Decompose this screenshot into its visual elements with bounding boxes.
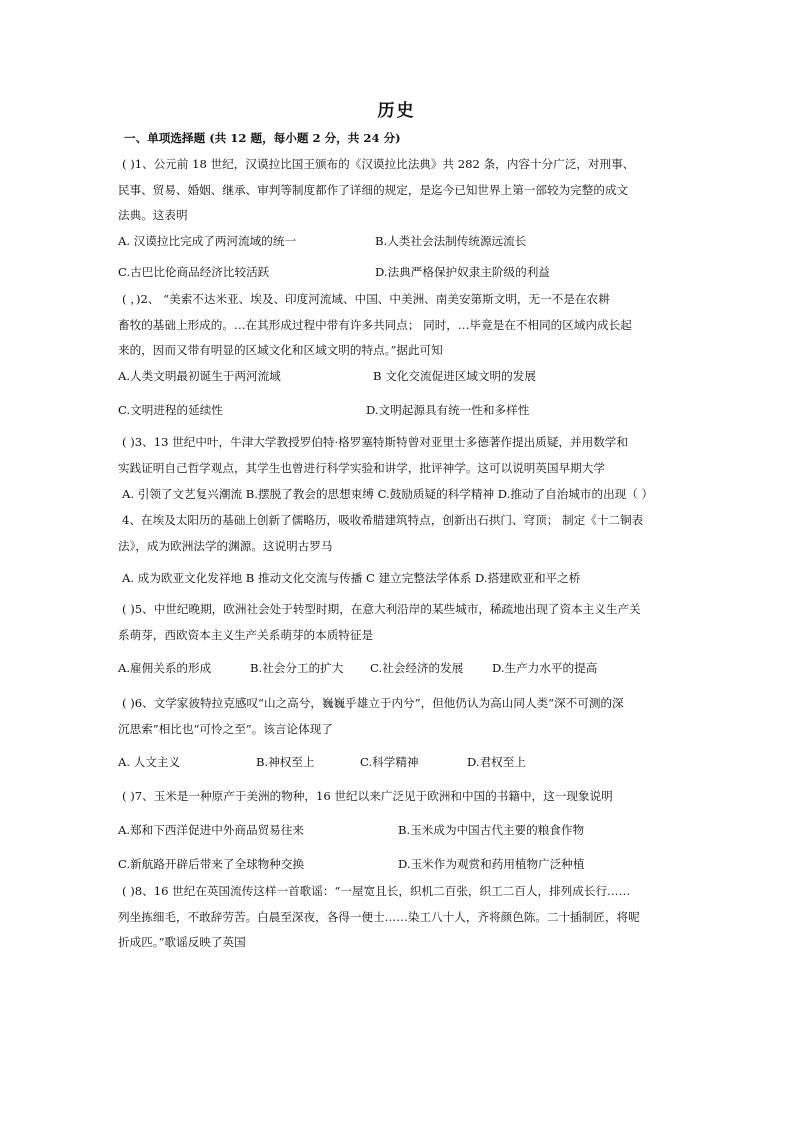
question-6-option-d: D.君权至上 bbox=[467, 755, 526, 769]
question-7-option-a: A.郑和下西洋促进中外商品贸易往来 bbox=[118, 823, 304, 837]
question-1-option-a: A. 汉谟拉比完成了两河流域的统一 bbox=[118, 234, 297, 248]
question-5-option-b: B.社会分工的扩大 bbox=[250, 661, 344, 675]
question-2-line-3: 来的，因而又带有明显的区域文化和区域文明的特点。”据此可知 bbox=[118, 343, 443, 357]
question-5-option-a: A.雇佣关系的形成 bbox=[118, 661, 212, 675]
question-1-line-3: 法典。这表明 bbox=[118, 208, 188, 222]
question-2-option-a: A.人类文明最初诞生于两河流域 bbox=[118, 369, 281, 383]
question-1-option-d: D.法典严格保护奴隶主阶级的利益 bbox=[375, 265, 550, 279]
question-7-option-c: C.新航路开辟后带来了全球物种交换 bbox=[118, 857, 305, 871]
question-5-option-c: C.社会经济的发展 bbox=[370, 661, 464, 675]
page-title: 历史 bbox=[377, 101, 416, 121]
question-2-line-1: ( ，)2、 “美索不达米亚、埃及、印度河流域、中国、中美洲、南美安第斯文明，无一不是在农耕 bbox=[122, 292, 610, 306]
question-3-options: A. 引领了文艺复兴潮流 B.摆脱了教会的思想束缚 C.鼓励质疑的科学精神 D.推动了自治城市的出现（ ） bbox=[122, 487, 654, 501]
question-7-line-1: ( )7、玉米是一种原产于美洲的物种，16 世纪以来广泛见于欧洲和中国的书籍中，这一现象说明 bbox=[122, 789, 613, 803]
question-5-option-d: D.生产力水平的提高 bbox=[492, 661, 598, 675]
question-7-option-b: B.玉米成为中国古代主要的粮食作物 bbox=[398, 823, 585, 837]
question-6-option-a: A. 人文主义 bbox=[118, 755, 181, 769]
section-heading: 一、单项选择题 (共 12 题，每小题 2 分，共 24 分) bbox=[124, 131, 401, 145]
question-1-line-1: ( )1、公元前 18 世纪，汉谟拉比国王颁布的《汉谟拉比法典》共 282 条，内容十分广泛，对刑事、 bbox=[122, 157, 635, 171]
question-5-line-2: 系萌芽，西欧资本主义生产关系萌芽的本质特征是 bbox=[118, 628, 374, 642]
question-8-line-3: 折成匹。”歌谣反映了英国 bbox=[118, 935, 246, 949]
question-6-option-b: B.神权至上 bbox=[256, 755, 315, 769]
question-4-options: A. 成为欧亚文化发祥地 B 推动文化交流与传播 C 建立完整法学体系 D.搭建欧亚和平之桥 bbox=[122, 571, 581, 585]
question-8-line-1: ( )8、16 世纪在英国流传这样一首歌谣：“一屋宽且长，织机二百张，织工二百人，排列成长行…… bbox=[122, 884, 631, 898]
question-2-line-2: 畜牧的基础上形成的。…在其形成过程中带有许多共同点； 同时，…毕竟是在不相同的区域内成长起 bbox=[118, 318, 632, 332]
question-1-option-c: C.古巴比伦商品经济比较活跃 bbox=[118, 265, 270, 279]
question-5-line-1: ( )5、中世纪晚期，欧洲社会处于转型时期，在意大利沿岸的某些城市，稀疏地出现了资本主义生产关 bbox=[122, 602, 641, 616]
question-6-line-1: ( )6、文学家彼特拉克感叹“山之高兮，巍巍乎雄立于内兮”，但他仍认为高山同人类“深不可测的深 bbox=[122, 696, 624, 710]
question-2-option-b: B 文化交流促进区域文明的发展 bbox=[373, 369, 536, 383]
question-1-line-2: 民事、贸易、婚姻、继承、审判等制度都作了详细的规定，是迄今已知世界上第一部较为完整的成文 bbox=[118, 183, 629, 197]
question-2-option-c: C.文明进程的延续性 bbox=[118, 403, 223, 417]
question-8-line-2: 列坐拣细毛，不敢辞劳苦。白晨至深夜，各得一便士……染工八十人，齐将颜色陈。二十插制匠，将呢 bbox=[118, 910, 640, 924]
question-1-option-b: B.人类社会法制传统源远流长 bbox=[375, 234, 527, 248]
question-7-option-d: D.玉米作为观赏和药用植物广泛种植 bbox=[398, 857, 585, 871]
question-6-option-c: C.科学精神 bbox=[360, 755, 419, 769]
question-3-line-1: ( )3、13 世纪中叶，牛津大学教授罗伯特·格罗塞特斯特曾对亚里士多德著作提出质疑，并用数学和 bbox=[122, 435, 628, 449]
question-4-line-1: 4、在埃及太阳历的基础上创新了儒略历，吸收希腊建筑特点，创新出石拱门、穹顶； 制定《十二铜表 bbox=[122, 513, 644, 527]
question-6-line-2: 沉思索”相比也“可怜之至”。该言论体现了 bbox=[118, 722, 333, 736]
question-4-line-2: 法》，成为欧洲法学的渊源。这说明古罗马 bbox=[118, 539, 333, 553]
question-2-option-d: D.文明起源具有统一性和多样性 bbox=[366, 403, 530, 417]
question-3-line-2: 实践证明自己哲学观点，其学生也曾进行科学实验和讲学，批评神学。这可以说明英国早期大学 bbox=[118, 461, 605, 475]
